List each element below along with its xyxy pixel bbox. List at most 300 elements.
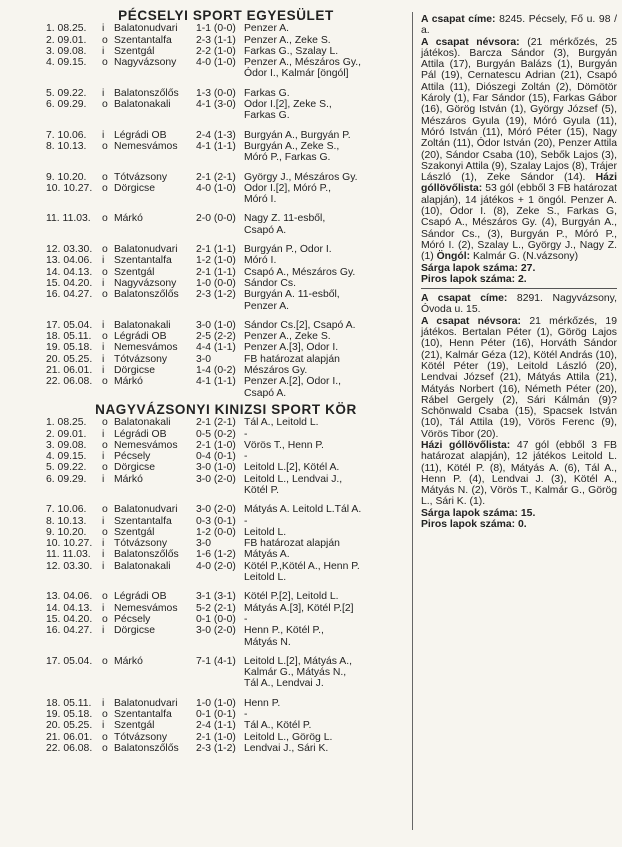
home-away-marker: i (102, 277, 105, 289)
goal-scorers (244, 365, 406, 376)
scorer-line: Farkas G., Szalay L. (244, 45, 339, 57)
score: 4-4 (1-1) (196, 342, 236, 354)
opponent: Tótvázsony (114, 538, 168, 550)
opponent: Szentgál (114, 266, 155, 278)
home-away-marker: i (102, 365, 105, 377)
score: 0-3 (0-1) (196, 515, 236, 527)
home-away-marker: o (102, 171, 108, 183)
goal-scorers (244, 354, 406, 365)
score: 1-1 (0-0) (196, 23, 236, 35)
match-row (46, 376, 406, 399)
score: 3-1 (3-1) (196, 591, 236, 603)
match-number: 13. 04.06. (46, 591, 93, 603)
opponent: Balatonudvari (114, 504, 178, 516)
goal-scorers (244, 213, 406, 236)
goal-scorers (244, 743, 406, 754)
scorer-line: Burgyán A., Zeke S., (244, 140, 340, 152)
opponent: Pécsely (114, 613, 151, 625)
scorer-line: Burgyán P., Ódor I. (244, 244, 332, 256)
opponent: Dörgicse (114, 625, 155, 637)
opponent: Légrádi OB (114, 129, 167, 141)
match-row (46, 320, 406, 331)
home-away-marker: o (102, 504, 108, 516)
nagyvazsony-results (46, 417, 406, 754)
match-row (46, 474, 406, 497)
goal-scorers (244, 625, 406, 648)
goal-scorers (244, 591, 406, 602)
scorer-line: Mátyás N. (244, 636, 291, 648)
score: 3-0 (2-0) (196, 473, 236, 485)
home-away-marker: o (102, 731, 108, 743)
goal-scorers (244, 172, 406, 183)
address: 8291. Nagyvázsony, Óvoda u. 15. (421, 293, 617, 316)
nagyvazsony-title: NAGYVÁZSONYI KINIZSI SPORT KÖR (95, 401, 357, 417)
match-number: 12. 03.30. (46, 560, 93, 572)
home-away-marker: i (102, 353, 105, 365)
scorer-line: Burgyán A. 11-esből, (244, 289, 340, 301)
match-row (46, 709, 406, 720)
scorers: 47 gól (ebből 3 FB határozat alapján), 12 játékos Leitold L. (11), Kötél P. (8), Mátyás A. (6), Tál A., Henn P. (4), Lendvai J. (3), Kötél A., Mátyás N. (2), Vörös T., Kalmár G., Görög L., Sári K. (1). (421, 439, 617, 508)
score: 0-1 (0-1) (196, 709, 236, 721)
goal-scorers (244, 561, 406, 584)
opponent: Balatonudvari (114, 244, 178, 256)
opponent: Szentgál (114, 526, 155, 538)
match-row (46, 35, 406, 46)
score: 1-6 (1-2) (196, 549, 236, 561)
scorer-line: György J., Mészáros Gy. (244, 171, 358, 183)
scorer-line: Mátyás A. Leitold L.Tál A. (244, 504, 362, 516)
match-number: 16. 04.27. (46, 289, 93, 301)
match-number: 10. 10.27. (46, 182, 93, 194)
yellow-cards: Sárga lapok száma: 27. (421, 262, 536, 274)
opponent: Nagyvázsony (114, 57, 177, 69)
scorer-line: Penzer A., Mészáros Gy., (244, 57, 362, 69)
match-number: 19. 05.18. (46, 342, 93, 354)
home-away-marker: o (102, 376, 108, 388)
score: 7-1 (4-1) (196, 655, 236, 667)
scorer-line: Ódor I.[2], Móró P., (244, 182, 332, 194)
pecsely-info (421, 14, 617, 263)
scorer-line: Tál A., Leitold L. (244, 417, 319, 429)
home-away-marker: i (102, 87, 105, 99)
goal-scorers (244, 130, 406, 141)
score: 2-3 (1-2) (196, 742, 236, 754)
score: 2-1 (1-1) (196, 266, 236, 278)
scorer-line: - (244, 709, 248, 721)
home-away-marker: o (102, 591, 108, 603)
match-number: 10. 10.27. (46, 538, 93, 550)
opponent: Tótvázsony (114, 353, 168, 365)
team-info-column (421, 14, 617, 530)
home-away-marker: o (102, 34, 108, 46)
scorer-line: Móró I. (244, 255, 277, 267)
match-row (46, 23, 406, 34)
match-row (46, 462, 406, 473)
opponent: Nagyvázsony (114, 277, 177, 289)
home-away-marker: i (102, 473, 105, 485)
match-row (46, 331, 406, 342)
match-row (46, 99, 406, 122)
red-cards: Piros lapok száma: 0. (421, 519, 527, 531)
scorer-line: Farkas G. (244, 110, 290, 122)
score: 1-2 (0-0) (196, 526, 236, 538)
opponent: Márkó (114, 473, 143, 485)
scorer-line: Penzer A.[2], Ódor I., (244, 376, 342, 388)
home-away-marker: o (102, 655, 108, 667)
opponent: Légrádi OB (114, 428, 167, 440)
score: 5-2 (2-1) (196, 602, 236, 614)
opponent: Tótvázsony (114, 171, 168, 183)
own-goal: Kalmár G. (N.vázsony) (472, 251, 579, 263)
match-number: 9. 10.20. (46, 526, 87, 538)
match-row (46, 732, 406, 743)
goal-scorers (244, 538, 406, 549)
match-number: 17. 05.04. (46, 319, 93, 331)
home-away-marker: i (102, 129, 105, 141)
scorers-label: Házi góllövőlista: (421, 172, 618, 195)
goal-scorers (244, 462, 406, 473)
match-number: 14. 04.13. (46, 266, 93, 278)
roster-label: A csapat névsora: (421, 315, 521, 327)
scorer-line: Burgyán A., Burgyán P. (244, 129, 351, 141)
scorer-line: Mészáros Gy. (244, 365, 308, 377)
home-away-marker: o (102, 331, 108, 343)
opponent: Szentantalfa (114, 515, 172, 527)
goal-scorers (244, 376, 406, 399)
score: 2-1 (1-0) (196, 439, 236, 451)
goal-scorers (244, 603, 406, 614)
match-number: 8. 10.13. (46, 515, 87, 527)
match-number: 2. 09.01. (46, 34, 87, 46)
score: 4-0 (1-0) (196, 57, 236, 69)
yellow-cards: Sárga lapok száma: 15. (421, 507, 536, 519)
match-row (46, 172, 406, 183)
scorer-line: Leitold L., Görög L. (244, 731, 333, 743)
section-divider (421, 288, 617, 289)
opponent: Balatonszőlős (114, 289, 179, 301)
goal-scorers (244, 451, 406, 462)
match-number: 9. 10.20. (46, 171, 87, 183)
scorer-line: - (244, 613, 248, 625)
scorer-line: Sándor Cs. (244, 277, 296, 289)
opponent: Szentantalfa (114, 255, 172, 267)
goal-scorers (244, 440, 406, 451)
match-number: 17. 05.04. (46, 655, 93, 667)
address: 8245. Pécsely, Fő u. 98 / a. (421, 14, 617, 37)
goal-scorers (244, 141, 406, 164)
match-row (46, 365, 406, 376)
match-row (46, 417, 406, 428)
home-away-marker: o (102, 182, 108, 194)
score: 2-1 (2-1) (196, 417, 236, 429)
goal-scorers (244, 656, 406, 690)
opponent: Balatonszőlős (114, 549, 179, 561)
scorer-line: Csapó A. (244, 224, 287, 236)
match-row (46, 141, 406, 164)
opponent: Balatonudvari (114, 697, 178, 709)
scorer-line: Csapó A., Mészáros Gy. (244, 266, 356, 278)
match-row (46, 743, 406, 754)
score: 0-5 (0-2) (196, 428, 236, 440)
match-row (46, 614, 406, 625)
score: 2-4 (1-3) (196, 129, 236, 141)
match-number: 3. 09.08. (46, 439, 87, 451)
match-row (46, 88, 406, 99)
home-away-marker: i (102, 549, 105, 561)
score: 0-1 (0-0) (196, 613, 236, 625)
scorer-line: FB határozat alapján (244, 353, 340, 365)
scorer-line: Tál A., Kötél P. (244, 720, 312, 732)
scorer-line: Ódor I., Kalmár [öngól] (244, 68, 349, 80)
home-away-marker: o (102, 266, 108, 278)
match-row (46, 656, 406, 690)
opponent: Márkó (114, 655, 143, 667)
home-away-marker: i (102, 451, 105, 463)
opponent: Dörgicse (114, 365, 155, 377)
match-number: 12. 03.30. (46, 244, 93, 256)
score: 2-1 (1-0) (196, 731, 236, 743)
home-away-marker: i (102, 23, 105, 35)
opponent: Balatonakali (114, 417, 171, 429)
score: 1-2 (1-0) (196, 255, 236, 267)
pecsely-results (46, 23, 406, 399)
home-away-marker: o (102, 462, 108, 474)
goal-scorers (244, 46, 406, 57)
pecsely-title: PÉCSELYI SPORT EGYESÜLET (118, 8, 334, 23)
goal-scorers (244, 289, 406, 312)
home-away-marker: o (102, 244, 108, 256)
scorer-line: Ódor I.[2], Zeke S., (244, 99, 332, 111)
match-row (46, 267, 406, 278)
home-away-marker: i (102, 538, 105, 550)
scorer-line: - (244, 428, 248, 440)
address-label: A csapat címe: (421, 293, 508, 305)
opponent: Balatonakali (114, 560, 171, 572)
scorer-line: Kalmár G., Mátyás N., (244, 667, 347, 679)
match-row (46, 342, 406, 353)
opponent: Szentgál (114, 45, 155, 57)
match-number: 6. 09.29. (46, 99, 87, 111)
own-goal-label: Öngól: (436, 251, 471, 263)
match-number: 5. 09.22. (46, 462, 87, 474)
scorer-line: Csapó A. (244, 387, 287, 399)
scorers-label: Házi góllövőlista: (421, 439, 511, 451)
scorer-line: Penzer A., Zeke S. (244, 331, 331, 343)
match-number: 2. 09.01. (46, 428, 87, 440)
match-row (46, 213, 406, 236)
roster: (21 mérkőzés, 25 játékos). Barcza Sándor (3), Burgyán Attila (17), Burgyán Balázs (1), Burgyán Pál (19), Cernatescu Adrian (21), Csapó Attila (11), Diószegi Zoltán (2), Dömötör Károly (1), Far Sándor (15), Farkas Gábor (16), Görög István (1), György József (5), Mészáros Gyula (19), Móró Gyula (11), Móró István (11), Móró Péter (15), Nagy Zoltán (11), Ódor István (20), Penzer Attila (20), Sándor Csaba (10), Sebők Lajos (3), Szakonyi Attila (9), Szalay Lajos (8), Trájer László (1), Zeke Sándor (14). (421, 36, 617, 184)
match-number: 5. 09.22. (46, 87, 87, 99)
scorer-line: Penzer A. (244, 300, 290, 312)
home-away-marker: i (102, 602, 105, 614)
match-row (46, 354, 406, 365)
opponent: Légrádi OB (114, 591, 167, 603)
match-row (46, 451, 406, 462)
score: 3-0 (2-0) (196, 504, 236, 516)
match-row (46, 504, 406, 515)
match-row (46, 244, 406, 255)
match-row (46, 57, 406, 80)
scorer-line: Farkas G. (244, 87, 290, 99)
match-row (46, 46, 406, 57)
score: 1-3 (0-0) (196, 87, 236, 99)
match-row (46, 538, 406, 549)
match-number: 8. 10.13. (46, 140, 87, 152)
address-label: A csapat címe: (421, 14, 496, 25)
score: 4-1 (1-1) (196, 140, 236, 152)
opponent: Légrádi OB (114, 331, 167, 343)
match-number: 1. 08.25. (46, 417, 87, 429)
goal-scorers (244, 244, 406, 255)
goal-scorers (244, 88, 406, 99)
opponent: Balatonszőlős (114, 742, 179, 754)
goal-scorers (244, 183, 406, 206)
scorer-line: Penzer A. (244, 23, 290, 35)
red-cards: Piros lapok száma: 2. (421, 273, 527, 285)
goal-scorers (244, 614, 406, 625)
scorer-line: Leitold L. (244, 572, 287, 584)
score: 4-1 (1-1) (196, 376, 236, 388)
match-number: 7. 10.06. (46, 504, 87, 516)
opponent: Balatonakali (114, 319, 171, 331)
match-row (46, 549, 406, 560)
goal-scorers (244, 331, 406, 342)
goal-scorers (244, 516, 406, 527)
opponent: Tótvázsony (114, 731, 168, 743)
home-away-marker: i (102, 319, 105, 331)
home-away-marker: i (102, 625, 105, 637)
scorer-line: Leitold L., Lendvai J., (244, 473, 343, 485)
match-number: 11. 11.03. (46, 213, 91, 225)
roster: 21 mérkőzés, 19 játékos. Bertalan Péter (1), Görög Lajos (10), Henn Péter (16), Horváth Sándor (21), Kalmár Géza (12), Kötél András (10), Kötél Péter (19), Leitold László (20), Lendvai József (21), Mátyás Attila (21), Mátyás Norbert (16), Németh Péter (20), Rábel Gergely (2), Sári Kálmán (9)? Schönwald Csaba (15), Spacsek István (10), Tál Attila (19), Vörös Ferenc (9), Vörös Tibor (20). (421, 315, 617, 440)
match-number: 4. 09.15. (46, 57, 87, 69)
match-number: 7. 10.06. (46, 129, 87, 141)
home-away-marker: o (102, 709, 108, 721)
home-away-marker: o (102, 613, 108, 625)
score: 2-3 (1-1) (196, 34, 236, 46)
goal-scorers (244, 429, 406, 440)
scorer-line: Móró P., Farkas G. (244, 152, 331, 164)
scorer-line: Vörös T., Henn P. (244, 439, 324, 451)
goal-scorers (244, 527, 406, 538)
score: 2-1 (2-1) (196, 171, 236, 183)
match-number: 21. 06.01. (46, 365, 93, 377)
goal-scorers (244, 278, 406, 289)
match-number: 18. 05.11. (46, 697, 92, 709)
opponent: Dörgicse (114, 462, 155, 474)
opponent: Nemesvámos (114, 602, 178, 614)
column-divider (412, 12, 413, 830)
home-away-marker: i (102, 560, 105, 572)
scorer-line: Sándor Cs.[2], Csapó A. (244, 319, 356, 331)
goal-scorers (244, 267, 406, 278)
match-number: 20. 05.25. (46, 353, 93, 365)
goal-scorers (244, 417, 406, 428)
score: 2-3 (1-2) (196, 289, 236, 301)
scorer-line: Penzer A., Zeke S. (244, 34, 331, 46)
score: 3-0 (2-0) (196, 625, 236, 637)
scorer-line: Mátyás A.[3], Kötél P.[2] (244, 602, 354, 614)
match-number: 11. 11.03. (46, 549, 91, 561)
goal-scorers (244, 732, 406, 743)
scorer-line: Tál A., Lendvai J. (244, 678, 324, 690)
score: 1-0 (1-0) (196, 697, 236, 709)
match-row (46, 289, 406, 312)
scorer-line: Mátyás A. (244, 549, 290, 561)
score: 2-1 (1-1) (196, 244, 236, 256)
match-number: 22. 06.08. (46, 376, 93, 388)
score: 3-0 (196, 538, 212, 550)
match-number: 1. 08.25. (46, 23, 87, 35)
score: 2-0 (0-0) (196, 213, 236, 225)
roster-label: A csapat névsora: (421, 36, 520, 48)
goal-scorers (244, 23, 406, 34)
match-number: 15. 04.20. (46, 613, 93, 625)
home-away-marker: i (102, 720, 105, 732)
match-row (46, 591, 406, 602)
match-row (46, 516, 406, 527)
scorer-line: Henn P., Kötél P., (244, 625, 324, 637)
home-away-marker: o (102, 213, 108, 225)
score: 1-4 (0-2) (196, 365, 236, 377)
home-away-marker: o (102, 526, 108, 538)
opponent: Nemesvámos (114, 140, 178, 152)
score: 1-0 (0-0) (196, 277, 236, 289)
scorer-line: Penzer A.[3], Ódor I. (244, 342, 339, 354)
match-number: 21. 06.01. (46, 731, 93, 743)
opponent: Pécsely (114, 451, 151, 463)
score: 3-0 (1-0) (196, 462, 236, 474)
match-row (46, 429, 406, 440)
opponent: Balatonakali (114, 99, 171, 111)
match-number: 22. 06.08. (46, 742, 93, 754)
match-number: 4. 09.15. (46, 451, 87, 463)
match-number: 13. 04.06. (46, 255, 93, 267)
opponent: Szentantalfa (114, 34, 172, 46)
opponent: Szentgál (114, 720, 155, 732)
home-away-marker: i (102, 342, 105, 354)
home-away-marker: i (102, 515, 105, 527)
nagyvazsony-info (421, 293, 617, 508)
scorer-line: FB határozat alapján (244, 538, 340, 550)
scorer-line: - (244, 515, 248, 527)
score: 2-2 (1-0) (196, 45, 236, 57)
opponent: Nemesvámos (114, 342, 178, 354)
scorer-line: Leitold L.[2], Mátyás A., (244, 655, 353, 667)
scorers: 53 gól (ebből 3 FB határozat alapján), 14 játékos + 1 öngól. Penzer A. (10), Ódor I. (8), Zeke S., Farkas G, Csapó A., Mészáros Gy. (4), Burgyán A., Sándor Cs., (3), Burgyán P., Móró P., Móró I. (2), Szalay L., György J., Nagy Z. (1) (421, 183, 618, 263)
score: 0-4 (0-1) (196, 451, 236, 463)
goal-scorers (244, 504, 406, 515)
home-away-marker: o (102, 289, 108, 301)
goal-scorers (244, 549, 406, 560)
match-number: 15. 04.20. (46, 277, 93, 289)
match-number: 16. 04.27. (46, 625, 93, 637)
scorer-line: Lendvai J., Sári K. (244, 742, 329, 754)
match-number: 14. 04.13. (46, 602, 93, 614)
goal-scorers (244, 709, 406, 720)
home-away-marker: i (102, 45, 105, 57)
scorer-line: - (244, 451, 248, 463)
opponent: Balatonszőlős (114, 87, 179, 99)
scorer-line: Leitold L.[2], Kötél A. (244, 462, 340, 474)
home-away-marker: i (102, 255, 105, 267)
match-number: 18. 05.11. (46, 331, 92, 343)
goal-scorers (244, 255, 406, 266)
goal-scorers (244, 35, 406, 46)
score: 3-0 (196, 353, 212, 365)
scorer-line: Móró I. (244, 194, 277, 206)
scorer-line: Kötél P.[2], Leitold L. (244, 591, 339, 603)
